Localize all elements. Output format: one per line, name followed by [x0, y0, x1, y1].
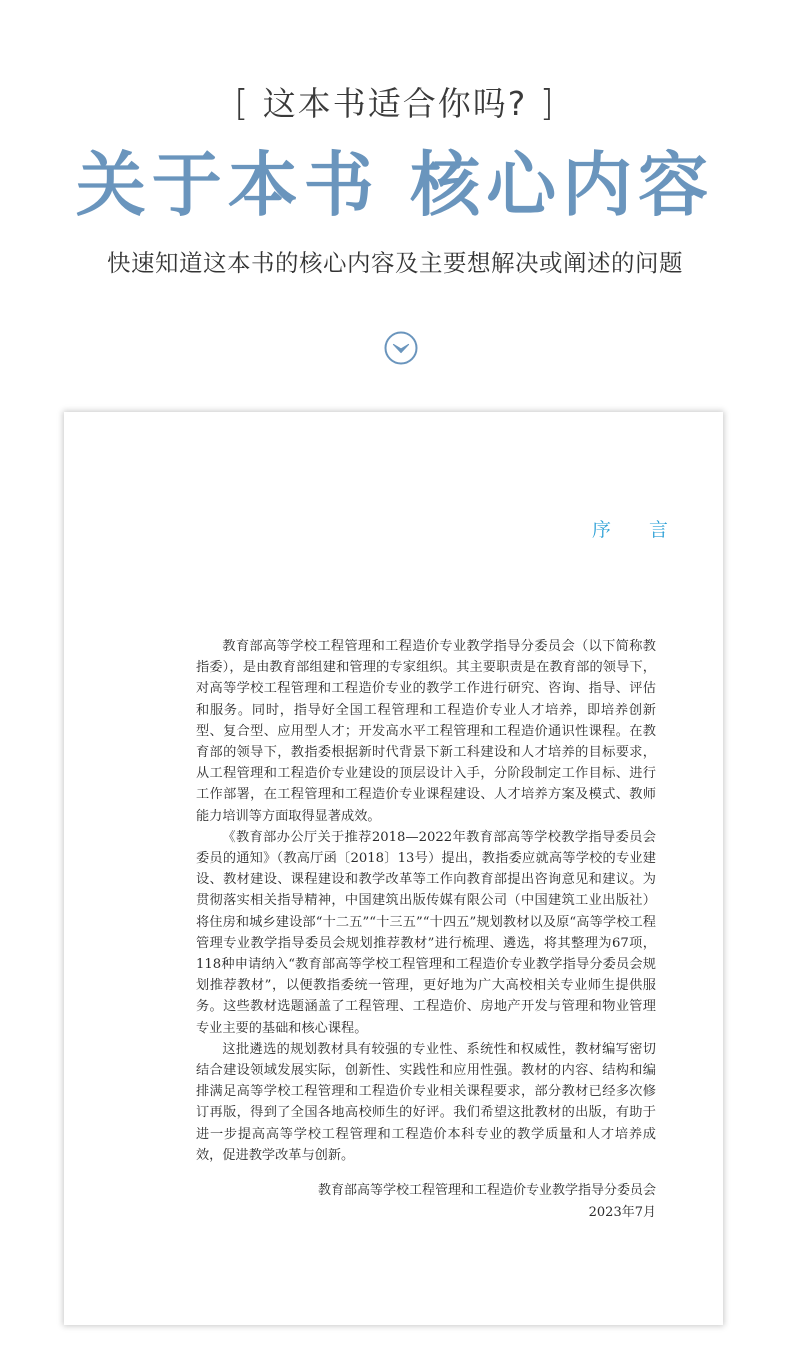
signature-date: 2023年7月 [588, 1205, 656, 1220]
kicker-line [0, 80, 790, 128]
book-page [64, 412, 723, 1325]
kicker-text: 这本书适合你吗? [262, 84, 528, 123]
paragraph-1: 教育部高等学校工程管理和工程造价专业教学指导分委员会（以下简称教指委），是由教育部组建和管理的专家组织。其主要职责是在教育部的领导下，对高等学校工程管理和工程造价专业的教学工作进行研究、咨询、指导、评估和服务。同时，指导好全国工程管理和工程造价专业人才培养，即培养创新型、复合型、应用型人才；开发高水平工程管理和工程造价通识性课程。在教育部的领导下，教指委根据新时代背景下新工科建设和人才培养的目标要求，从工程管理和工程造价专业建设的顶层设计入手，分阶段制定工作目标、进行工作部署，在工程管理和工程造价专业课程建设、人才培养方案及模式、教师能力培训等方面取得显著成效。 [196, 639, 656, 824]
signature-organization: 教育部高等学校工程管理和工程造价专业教学指导分委员会 [317, 1183, 656, 1198]
header-section [0, 0, 790, 400]
paragraph-2: 《教育部办公厅关于推荐2018—2022年教育部高等学校教学指导委员会委员的通知》（教高厅函〔2018〕13号）提出，教指委应就高等学校的专业建设、教材建设、课程建设和教学改革等工作向教育部提出咨询意见和建议。为贯彻落实相关指导精神，中国建筑出版传媒有限公司（中国建筑工业出版社）将住房和城乡建设部“十二五”“十三五”“十四五”规划教材以及原“高等学校工程管理专业教学指导委员会规划推荐教材”进行梳理、遴选，将其整理为67项，118种申请纳入“教育部高等学校工程管理和工程造价专业教学指导分委员会规划推荐教材”，以便教指委统一管理，更好地为广大高校相关专业师生提供服务。这些教材选题涵盖了工程管理、工程造价、房地产开发与管理和物业管理专业主要的基础和核心课程。 [196, 829, 656, 1036]
kicker-bracket-close: ] [539, 83, 556, 124]
hero-title: 关于本书 核心内容 [75, 143, 715, 226]
chevron-down-circle-icon [384, 331, 418, 365]
signature-block [264, 1180, 656, 1224]
hero-subtitle: 快速知道这本书的核心内容及主要想解决或阐述的问题 [107, 249, 683, 277]
preface-heading: 序 言 [591, 519, 684, 541]
preface-body [196, 636, 656, 1166]
kicker-bracket-open: [ [234, 83, 251, 124]
paragraph-3: 这批遴选的规划教材具有较强的专业性、系统性和权威性，教材编写密切结合建设领域发展实际，创新性、实践性和应用性强。教材的内容、结构和编排满足高等学校工程管理和工程造价专业相关课程要求，部分教材已经多次修订再版，得到了全国各地高校师生的好评。我们希望这批教材的出版，有助于进一步提高高等学校工程管理和工程造价本科专业的教学质量和人才培养成效，促进教学改革与创新。 [196, 1041, 656, 1163]
